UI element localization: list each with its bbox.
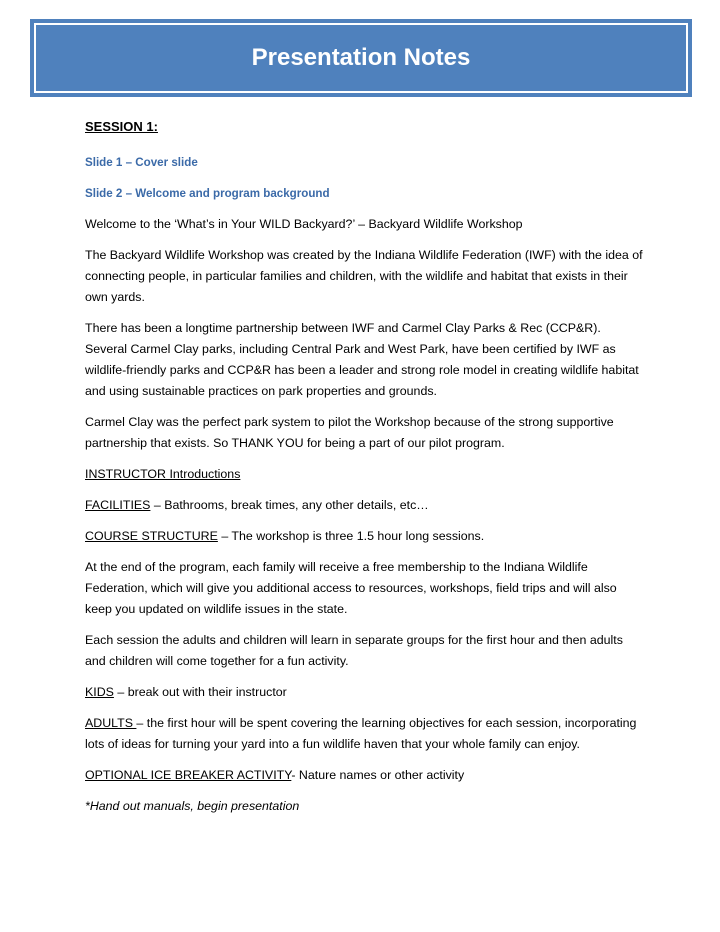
- adults-line: [85, 713, 645, 755]
- partnership-paragraph: There has been a longtime partnership between IWF and Carmel Clay Parks & Rec (CCP&R). Several Carmel Clay parks, including Central Park and West Park, have been certified by IWF as wildlife-friendly parks and CCP&R has been a leader and strong role model in creating wildlife habitat and using sustainable practices on park properties and grounds.: [85, 321, 639, 398]
- header-frame: [34, 23, 688, 93]
- document-body: [85, 116, 645, 827]
- welcome-paragraph: Welcome to the ‘What’s in Your WILD Backyard?’ – Backyard Wildlife Workshop: [85, 217, 523, 231]
- membership-paragraph: At the end of the program, each family will receive a free membership to the Indiana Wildlife Federation, which will give you additional access to resources, workshops, field trips and will also keep you updated on wildlife issues in the state.: [85, 560, 617, 616]
- course-label: COURSE STRUCTURE: [85, 529, 218, 543]
- header-banner: [30, 19, 692, 97]
- icebreaker-text: - Nature names or other activity: [291, 768, 465, 782]
- pilot-paragraph: Carmel Clay was the perfect park system to pilot the Workshop because of the strong supportive partnership that exists. So THANK YOU for being a part of our pilot program.: [85, 415, 614, 450]
- icebreaker-line: [85, 765, 645, 786]
- facilities-label: FACILITIES: [85, 498, 151, 512]
- course-line: [85, 526, 645, 547]
- adults-text: – the first hour will be spent covering the learning objectives for each session, incorporating lots of ideas for turning your yard into a fun wildlife haven that your whole family can enjoy.: [85, 716, 637, 751]
- icebreaker-label: OPTIONAL ICE BREAKER ACTIVITY: [85, 768, 292, 782]
- instructor-label: INSTRUCTOR Introductions: [85, 467, 241, 481]
- kids-text: – break out with their instructor: [113, 685, 287, 699]
- groups-paragraph: Each session the adults and children will learn in separate groups for the first hour and then adults and children will come together for a fun activity.: [85, 633, 623, 668]
- facilities-text: – Bathrooms, break times, any other details, etc…: [150, 498, 429, 512]
- kids-line: [85, 682, 645, 703]
- instructor-line: [85, 464, 645, 485]
- slide-1-heading: Slide 1 – Cover slide: [85, 156, 198, 169]
- facilities-line: [85, 495, 645, 516]
- created-paragraph: The Backyard Wildlife Workshop was created by the Indiana Wildlife Federation (IWF) with the idea of connecting people, in particular families and children, with the wildlife and habitat that exists in their own yards.: [85, 248, 643, 304]
- adults-label: ADULTS: [85, 716, 137, 730]
- kids-label: KIDS: [85, 685, 114, 699]
- course-text: – The workshop is three 1.5 hour long sessions.: [217, 529, 485, 543]
- handout-note: *Hand out manuals, begin presentation: [85, 799, 300, 813]
- page-title: Presentation Notes: [251, 44, 471, 71]
- slide-2-heading: Slide 2 – Welcome and program background: [85, 187, 330, 200]
- session-heading: SESSION 1:: [85, 119, 158, 134]
